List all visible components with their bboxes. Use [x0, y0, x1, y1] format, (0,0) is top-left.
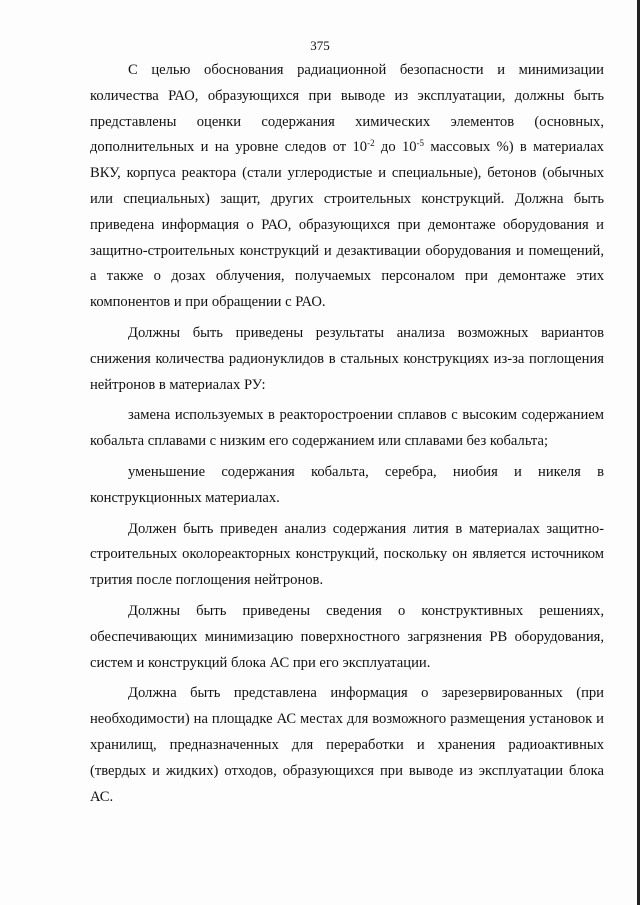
page-number: 375 — [310, 38, 330, 53]
paragraph-lithium-analysis: Должен быть приведен анализ содержания лития в материалах защитно-строительных околореакторных конструкций, поскольку он является источником трития после поглощения нейтронов. — [90, 520, 604, 589]
paragraph-cobalt-replacement: замена используемых в реакторостроении сплавов с высоким содержанием кобальта сплавами с низким его содержанием или сплавами без кобальта; — [90, 407, 604, 450]
paragraph-text-part: массовых %) в материалах ВКУ, корпуса реактора (стали углеродистые и специальные), бетонов (обычных или специальных) защит, других строительных конструкций. Должна быть приведена информация о РАО, образующихся при демонтаже оборудования и защитно-строительных конструкций и дезактивации оборудования и помещений, а также о дозах облучения, получаемых персоналом при демонтаже этих компонентов и при обращении с РАО. — [90, 139, 604, 311]
document-body — [90, 58, 604, 815]
paragraph-surface-contamination: Должны быть приведены сведения о конструктивных решениях, обеспечивающих минимизацию поверхностного загрязнения РВ оборудования, систем и конструкций блока АС при его эксплуатации. — [90, 602, 604, 671]
paragraph-rao-assessment — [90, 58, 604, 316]
paragraph-element-reduction: уменьшение содержания кобальта, серебра, ниобия и никеля в конструкционных материалах. — [90, 463, 604, 506]
paragraph-text-part: до 10 — [374, 139, 417, 156]
paragraph-radionuclide-reduction: Должны быть приведены результаты анализа возможных вариантов снижения количества радионуклидов в стальных конструкциях из-за поглощения нейтронов в материалах РУ: — [90, 324, 604, 393]
exponent: -2 — [367, 138, 375, 149]
exponent: -5 — [416, 138, 425, 149]
paragraph-reserved-sites: Должна быть представлена информация о зарезервированных (при необходимости) на площадке АС местах для возможного размещения установок и хранилищ, предназначенных для переработки и хранения радиоактивных (твердых и жидких) отходов, образующихся при выводе из эксплуатации блока АС. — [90, 685, 604, 805]
paragraph-text-part: С целью обоснования радиационной безопасности и минимизации количества РАО, образующихся при выводе из эксплуатации, должны быть представлены оценки содержания химических элементов (основных, дополнительных и на уровне следов от 10 — [90, 62, 604, 156]
